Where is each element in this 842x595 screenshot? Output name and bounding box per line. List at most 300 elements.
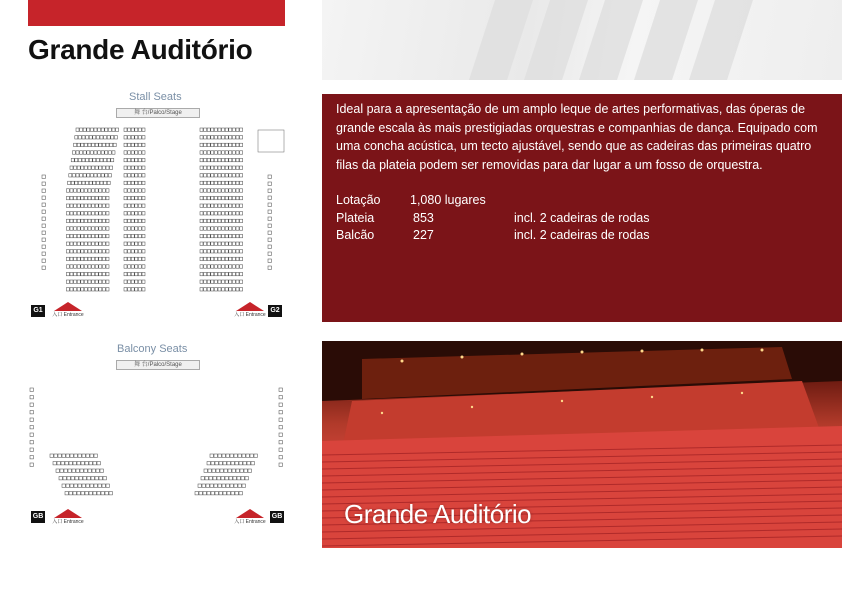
seat [105, 151, 108, 154]
seat [211, 272, 214, 275]
seat [232, 212, 235, 215]
seat [236, 265, 239, 268]
seat [131, 272, 134, 275]
seat [78, 158, 81, 161]
seat [81, 166, 84, 169]
seat [211, 189, 214, 192]
seat [86, 158, 89, 161]
seat [105, 128, 108, 131]
seat [138, 189, 141, 192]
seat [204, 212, 207, 215]
seat [211, 242, 214, 245]
seat [211, 136, 214, 139]
seat [81, 234, 84, 237]
seat [236, 204, 239, 207]
seat [229, 288, 232, 291]
seat [42, 259, 45, 262]
seat [128, 174, 131, 177]
seat [200, 158, 203, 161]
seat [102, 242, 105, 245]
seat [218, 158, 221, 161]
seat [142, 280, 145, 283]
seat [131, 234, 134, 237]
seat [204, 288, 207, 291]
seat [106, 227, 109, 230]
seat [204, 469, 207, 472]
seat [229, 158, 232, 161]
seat [72, 151, 75, 154]
seat [95, 143, 98, 146]
seat [240, 128, 243, 131]
seat [74, 227, 77, 230]
seat [69, 492, 72, 495]
seat [42, 175, 45, 178]
seat [92, 219, 95, 222]
seat [102, 484, 105, 487]
seat [66, 250, 69, 253]
seat [138, 257, 141, 260]
seat [106, 250, 109, 253]
seat [138, 234, 141, 237]
seat [232, 196, 235, 199]
seat [92, 212, 95, 215]
seat [93, 136, 96, 139]
seat [222, 181, 225, 184]
capacity-row [336, 192, 828, 210]
seat [75, 136, 78, 139]
seat [70, 288, 73, 291]
seat [95, 219, 98, 222]
seat [207, 189, 210, 192]
seat [131, 227, 134, 230]
seat [219, 462, 222, 465]
photo-caption: Grande Auditório [344, 499, 532, 529]
seat [227, 492, 230, 495]
seat [87, 128, 90, 131]
seat [236, 151, 239, 154]
seat [223, 462, 226, 465]
capacity-table [336, 192, 828, 245]
capacity-label: Plateia [336, 210, 375, 225]
seat [211, 280, 214, 283]
balcony-entrance-left: 入口 Entrance [50, 509, 86, 525]
seat [138, 151, 141, 154]
seat [106, 166, 109, 169]
seat [225, 257, 228, 260]
seat [268, 175, 271, 178]
seat [198, 484, 201, 487]
seat [66, 265, 69, 268]
seat [208, 469, 211, 472]
seat [91, 477, 94, 480]
seat [204, 242, 207, 245]
seat [142, 257, 145, 260]
seat [70, 265, 73, 268]
seat [211, 151, 214, 154]
seat [124, 234, 127, 237]
seat [225, 128, 228, 131]
seat [70, 454, 73, 457]
seat [279, 448, 282, 451]
seat [86, 454, 89, 457]
seat [142, 204, 145, 207]
seat [200, 272, 203, 275]
seat [128, 227, 131, 230]
seat [114, 136, 117, 139]
seat [128, 280, 131, 283]
seat [81, 272, 84, 275]
seat [236, 212, 239, 215]
seat [84, 234, 87, 237]
seat [89, 492, 92, 495]
seat [42, 245, 45, 248]
seat [92, 166, 95, 169]
seat [128, 242, 131, 245]
seat [207, 181, 210, 184]
seat [80, 151, 83, 154]
seat [232, 174, 235, 177]
seat [84, 219, 87, 222]
seat [236, 196, 239, 199]
seat [95, 227, 98, 230]
seat [214, 212, 217, 215]
seat [85, 462, 88, 465]
seat [98, 151, 101, 154]
seat [235, 492, 238, 495]
seat [243, 462, 246, 465]
seat [128, 189, 131, 192]
seat [240, 166, 243, 169]
seat [229, 257, 232, 260]
seat [218, 174, 221, 177]
seat [240, 242, 243, 245]
seat [234, 484, 237, 487]
seat [95, 234, 98, 237]
seat [229, 280, 232, 283]
seat [80, 469, 83, 472]
seat [225, 477, 228, 480]
seat [204, 158, 207, 161]
seat [211, 234, 214, 237]
seat [102, 227, 105, 230]
seat [42, 252, 45, 255]
seat [229, 151, 232, 154]
seat [232, 288, 235, 291]
seat [131, 219, 134, 222]
seat [240, 174, 243, 177]
seat [107, 136, 110, 139]
seat [95, 280, 98, 283]
seat [138, 166, 141, 169]
seat [128, 158, 131, 161]
seat [240, 158, 243, 161]
seat [204, 143, 207, 146]
entrance-arrow-icon [236, 302, 264, 311]
seat [232, 219, 235, 222]
seat [83, 477, 86, 480]
seat [81, 143, 84, 146]
seat [74, 242, 77, 245]
seat [70, 212, 73, 215]
seat [204, 257, 207, 260]
seat [229, 234, 232, 237]
seat [236, 288, 239, 291]
seat [84, 469, 87, 472]
seat [83, 151, 86, 154]
seat [95, 272, 98, 275]
seat [207, 242, 210, 245]
seat [88, 166, 91, 169]
seat [207, 227, 210, 230]
seat [218, 484, 221, 487]
seat [211, 227, 214, 230]
seat [236, 136, 239, 139]
seat [74, 250, 77, 253]
seat [218, 136, 221, 139]
seat [225, 227, 228, 230]
seat [225, 143, 228, 146]
seat [229, 250, 232, 253]
seat [215, 462, 218, 465]
seat [204, 265, 207, 268]
seat [226, 484, 229, 487]
seat [88, 227, 91, 230]
seat [128, 257, 131, 260]
seat [77, 492, 80, 495]
seat [131, 265, 134, 268]
seat [135, 189, 138, 192]
capacity-row [336, 227, 828, 245]
seat [210, 484, 213, 487]
seat [239, 462, 242, 465]
seat [218, 280, 221, 283]
seat [268, 217, 271, 220]
seat [211, 143, 214, 146]
seat [231, 492, 234, 495]
seat [110, 143, 113, 146]
seat [74, 234, 77, 237]
seat [206, 484, 209, 487]
seat [94, 454, 97, 457]
seat [95, 189, 98, 192]
seat [142, 234, 145, 237]
seat [138, 136, 141, 139]
seat [138, 272, 141, 275]
seat [92, 280, 95, 283]
seat [228, 469, 231, 472]
seat [73, 492, 76, 495]
seat [200, 257, 203, 260]
seat [207, 265, 210, 268]
seat [214, 288, 217, 291]
seat [138, 219, 141, 222]
seat [218, 454, 221, 457]
seat [84, 143, 87, 146]
capacity-value: 1,080 lugares [410, 193, 486, 207]
seat [128, 250, 131, 253]
seat [124, 212, 127, 215]
seat [229, 136, 232, 139]
seat [77, 204, 80, 207]
seat [81, 219, 84, 222]
seat [131, 212, 134, 215]
seat [86, 484, 89, 487]
seat [232, 204, 235, 207]
seat [74, 166, 77, 169]
seat [57, 462, 60, 465]
seat [62, 484, 65, 487]
seat [207, 250, 210, 253]
seat [106, 212, 109, 215]
seat [138, 174, 141, 177]
seat [97, 492, 100, 495]
seat [207, 280, 210, 283]
seat [225, 136, 228, 139]
seat [135, 136, 138, 139]
seat [102, 272, 105, 275]
seat [94, 151, 97, 154]
seat [128, 136, 131, 139]
seat [236, 227, 239, 230]
seat [142, 174, 145, 177]
seat [209, 477, 212, 480]
seat [232, 265, 235, 268]
seat [81, 288, 84, 291]
seat [225, 250, 228, 253]
seat [81, 196, 84, 199]
seat [204, 136, 207, 139]
seat [135, 219, 138, 222]
seat [99, 143, 102, 146]
seat [70, 204, 73, 207]
seat [88, 204, 91, 207]
seat [73, 462, 76, 465]
seat [30, 456, 33, 459]
seat [242, 484, 245, 487]
seat [66, 196, 69, 199]
seat [79, 477, 82, 480]
seat [232, 280, 235, 283]
seat [135, 204, 138, 207]
seat [82, 181, 85, 184]
seat [77, 462, 80, 465]
seat [102, 196, 105, 199]
seat [204, 272, 207, 275]
seat [101, 128, 104, 131]
seat [90, 454, 93, 457]
seat [201, 477, 204, 480]
seat [81, 227, 84, 230]
seat [232, 250, 235, 253]
seat [124, 272, 127, 275]
seat [128, 196, 131, 199]
seat [99, 280, 102, 283]
seat [102, 288, 105, 291]
seat [222, 272, 225, 275]
seat [244, 469, 247, 472]
seat [135, 128, 138, 131]
seat [128, 288, 131, 291]
seat [83, 174, 86, 177]
seat [225, 196, 228, 199]
seat [229, 242, 232, 245]
seat [128, 166, 131, 169]
seat [84, 166, 87, 169]
seat [84, 265, 87, 268]
seat [195, 492, 198, 495]
seat [77, 189, 80, 192]
seat [74, 189, 77, 192]
seat [84, 242, 87, 245]
seat [204, 227, 207, 230]
seat [210, 454, 213, 457]
seat [131, 257, 134, 260]
seat [88, 469, 91, 472]
seat [124, 158, 127, 161]
seat [232, 166, 235, 169]
seat [232, 136, 235, 139]
seat [229, 477, 232, 480]
seat [84, 212, 87, 215]
seat [240, 280, 243, 283]
seat [268, 259, 271, 262]
seat [222, 234, 225, 237]
seat [102, 280, 105, 283]
seat [207, 136, 210, 139]
seat [232, 128, 235, 131]
seat [200, 151, 203, 154]
seat [66, 242, 69, 245]
seat [200, 181, 203, 184]
capacity-note: incl. 2 cadeiras de rodas [514, 228, 650, 242]
seat [222, 212, 225, 215]
seat [232, 272, 235, 275]
seat [135, 212, 138, 215]
seat [225, 219, 228, 222]
entrance-arrow-icon [54, 509, 82, 518]
seat [81, 462, 84, 465]
seat [204, 174, 207, 177]
seat [124, 136, 127, 139]
seat [135, 166, 138, 169]
seat [85, 492, 88, 495]
seat [200, 234, 203, 237]
seat [229, 272, 232, 275]
seat [240, 257, 243, 260]
seat [71, 181, 74, 184]
seat [200, 288, 203, 291]
seat [66, 257, 69, 260]
top-banner-photo [322, 0, 842, 80]
seat [100, 158, 103, 161]
seat [205, 477, 208, 480]
seat [229, 227, 232, 230]
seat [98, 128, 101, 131]
seat [124, 204, 127, 207]
seat [81, 189, 84, 192]
seat [103, 477, 106, 480]
seat [225, 280, 228, 283]
seat [84, 227, 87, 230]
seat [229, 189, 232, 192]
seat [93, 158, 96, 161]
seat [279, 441, 282, 444]
capacity-label: Lotação [336, 193, 381, 207]
seat [84, 204, 87, 207]
seat [77, 227, 80, 230]
seat [106, 234, 109, 237]
seat [88, 272, 91, 275]
